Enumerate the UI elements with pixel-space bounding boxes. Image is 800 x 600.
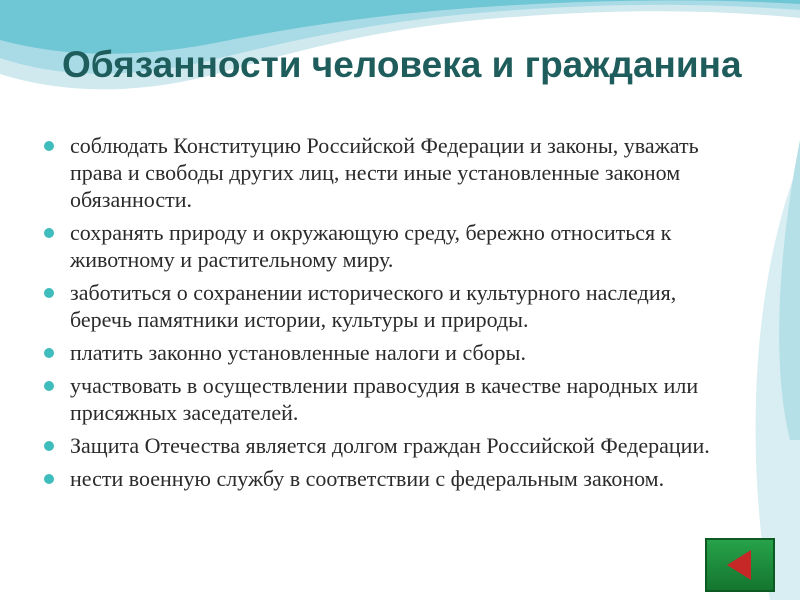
- bullet-dot-icon: [44, 228, 54, 238]
- list-item: [44, 132, 724, 213]
- bullet-text: заботиться о сохранении исторического и культурного наследия, беречь памятники истории, культуры и природы.: [70, 280, 677, 332]
- triangle-left-icon: [727, 550, 751, 580]
- bullet-list: [44, 132, 724, 498]
- list-item: [44, 432, 724, 459]
- bullet-text: нести военную службу в соответствии с федеральным законом.: [70, 466, 665, 491]
- list-item: [44, 465, 724, 492]
- bullet-text: Защита Отечества является долгом граждан Российской Федерации.: [70, 433, 710, 458]
- bullet-dot-icon: [44, 441, 54, 451]
- bullet-text: сохранять природу и окружающую среду, бережно относиться к животному и растительному миру.: [70, 220, 672, 272]
- bullet-dot-icon: [44, 381, 54, 391]
- bullet-dot-icon: [44, 288, 54, 298]
- list-item: [44, 372, 724, 426]
- bullet-dot-icon: [44, 348, 54, 358]
- back-button[interactable]: [705, 538, 775, 592]
- bullet-text: соблюдать Конституцию Российской Федерации и законы, уважать права и свободы других лиц, нести иные установленные законом обязанности.: [70, 133, 699, 212]
- bullet-text: участвовать в осуществлении правосудия в качестве народных или присяжных заседателей.: [70, 373, 699, 425]
- slide-title: Обязанности человека и гражданина: [62, 44, 742, 85]
- list-item: [44, 339, 724, 366]
- list-item: [44, 279, 724, 333]
- list-item: [44, 219, 724, 273]
- bullet-text: платить законно установленные налоги и сборы.: [70, 340, 526, 365]
- bullet-dot-icon: [44, 474, 54, 484]
- bullet-dot-icon: [44, 141, 54, 151]
